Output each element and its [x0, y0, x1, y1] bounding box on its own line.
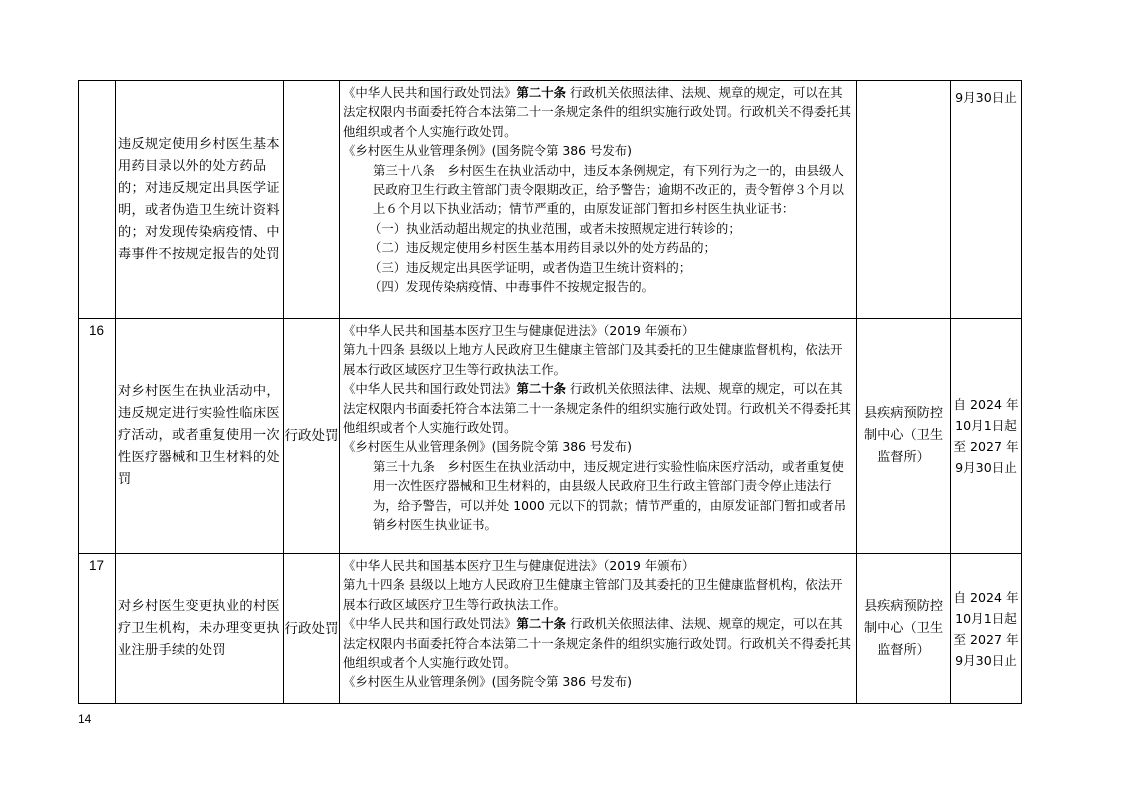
- department: 县疾病预防控制中心（卫生监督所）: [857, 554, 951, 704]
- basis-paragraph: 《中华人民共和国行政处罚法》第二十条 行政机关依照法律、法规、规章的规定，可以在其法定权限内书面委托符合本法第二十一条规定条件的组织实施行政处罚。行政机关不得委托其他组织或者个人实施行政处罚。: [343, 616, 852, 671]
- row-number: 16: [79, 319, 116, 554]
- validity-period: 自 2024 年10月1日起至 2027 年9月30日止: [951, 319, 1022, 554]
- item-name: 对乡村医生在执业活动中，违反规定进行实验性临床医疗活动，或者重复使用一次性医疗器械和卫生材料的处罚: [116, 319, 284, 554]
- department: [857, 81, 951, 319]
- basis-list-item: （四）发现传染病疫情、中毒事件不按规定报告的。: [369, 279, 654, 295]
- row-number: [79, 81, 116, 319]
- basis-paragraph: 《中华人民共和国行政处罚法》第二十条 行政机关依照法律、法规、规章的规定，可以在其法定权限内书面委托符合本法第二十一条规定条件的组织实施行政处罚。行政机关不得委托其他组织或者个人实施行政处罚。: [343, 381, 852, 436]
- basis-paragraph: 《乡村医生从业管理条例》(国务院令第 386 号发布): [343, 143, 633, 159]
- basis-list-item: （二）违反规定使用乡村医生基本用药目录以外的处方药品的；: [369, 240, 716, 256]
- basis-paragraph: 《乡村医生从业管理条例》(国务院令第 386 号发布): [343, 439, 633, 455]
- basis-paragraph: 第九十四条 县级以上地方人民政府卫生健康主管部门及其委托的卫生健康监督机构，依法开展本行政区域医疗卫生等行政执法工作。: [343, 577, 843, 612]
- basis-paragraph: 《中华人民共和国行政处罚法》第二十条 行政机关依照法律、法规、规章的规定，可以在其法定权限内书面委托符合本法第二十一条规定条件的组织实施行政处罚。行政机关不得委托其他组织或者个人实施行政处罚。: [343, 85, 852, 139]
- basis-paragraph: 第三十九条 乡村医生在执业活动中，违反规定进行实验性临床医疗活动，或者重复使用一次性医疗器械和卫生材料的，由县级人民政府卫生行政主管部门责令停止违法行为，给予警告，可以并处 1000 元以下的罚款；情节严重的，由原发证部门暂扣或者吊销乡村医生执业证书。: [373, 458, 847, 533]
- category: 行政处罚: [284, 554, 340, 704]
- page-number: 14: [78, 712, 92, 726]
- item-name: 对乡村医生变更执业的村医疗卫生机构，未办理变更执业注册手续的处罚: [116, 554, 284, 704]
- basis-paragraph: 第三十八条 乡村医生在执业活动中，违反本条例规定，有下列行为之一的，由县级人民政府卫生行政主管部门责令限期改正，给予警告；逾期不改正的，责令暂停３个月以上６个月以下执业活动；情节严重的，由原发证部门暂扣乡村医生执业证书：: [373, 162, 844, 217]
- basis-list-item: （三）违反规定出具医学证明，或者伪造卫生统计资料的；: [369, 259, 692, 275]
- department: 县疾病预防控制中心（卫生监督所）: [857, 319, 951, 554]
- legal-basis: [340, 81, 857, 319]
- basis-paragraph: 《乡村医生从业管理条例》(国务院令第 386 号发布): [343, 674, 633, 690]
- legal-basis: [340, 554, 857, 704]
- legal-basis: [340, 319, 857, 554]
- row-number: 17: [79, 554, 116, 704]
- basis-list-item: （一）执业活动超出规定的执业范围，或者未按照规定进行转诊的；: [369, 220, 741, 236]
- category: 行政处罚: [284, 319, 340, 554]
- penalty-items-table: [78, 80, 1022, 704]
- basis-paragraph: 《中华人民共和国基本医疗卫生与健康促进法》（2019 年颁布）: [343, 323, 695, 338]
- validity-period: 自 2024 年10月1日起至 2027 年9月30日止: [951, 554, 1022, 704]
- item-name: 违反规定使用乡村医生基本用药目录以外的处方药品的；对违反规定出具医学证明，或者伪造卫生统计资料的；对发现传染病疫情、中毒事件不按规定报告的处罚: [116, 81, 284, 319]
- table-row: [79, 319, 1022, 554]
- basis-paragraph: 第九十四条 县级以上地方人民政府卫生健康主管部门及其委托的卫生健康监督机构，依法开展本行政区域医疗卫生等行政执法工作。: [343, 342, 843, 377]
- validity-period: 9月30日止: [951, 81, 1022, 319]
- basis-paragraph: 《中华人民共和国基本医疗卫生与健康促进法》（2019 年颁布）: [343, 558, 695, 573]
- category: [284, 81, 340, 319]
- table-row: [79, 81, 1022, 319]
- table-row: [79, 554, 1022, 704]
